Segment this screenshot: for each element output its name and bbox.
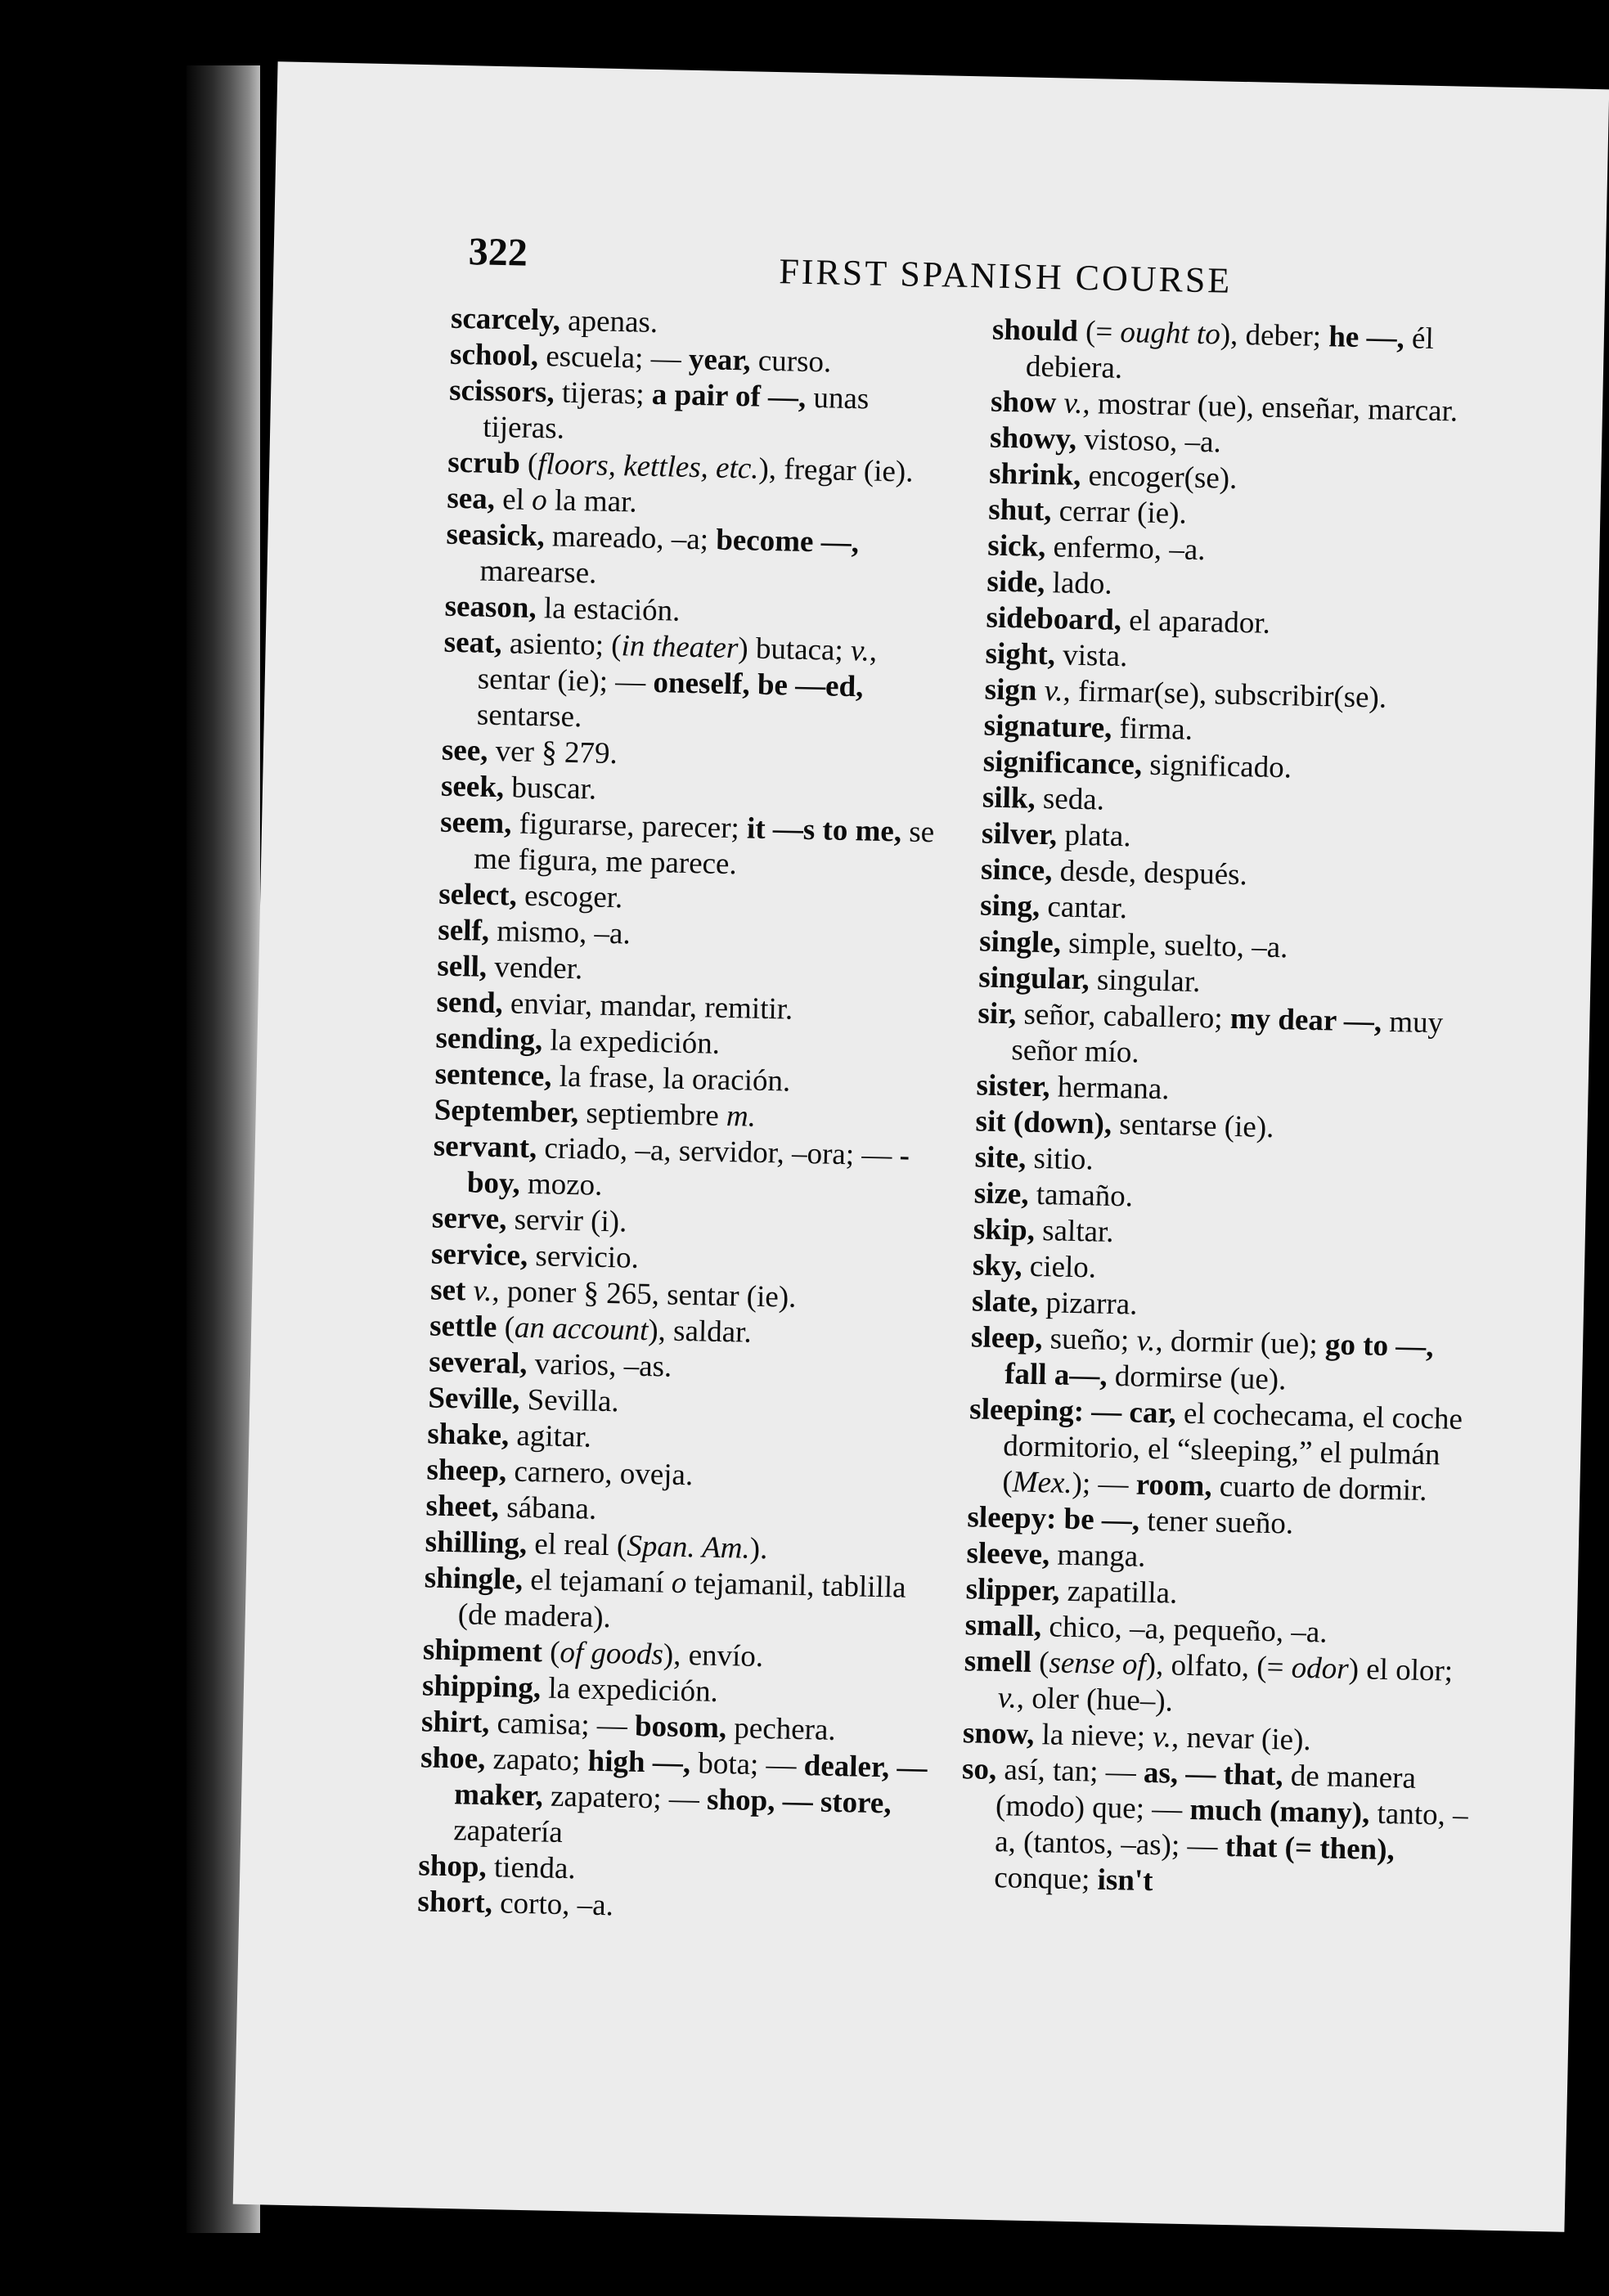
headword: significance, [982, 744, 1143, 782]
dictionary-entry [991, 312, 1500, 395]
entry-text: septiembre [578, 1096, 727, 1134]
entry-text: , sentar (ie); — [477, 634, 878, 700]
headword: shop, — store, [706, 1782, 892, 1821]
entry-text: significado. [1141, 748, 1292, 785]
headword: see, [441, 733, 488, 768]
headword: signature, [983, 708, 1112, 745]
entry-text: enfermo, –a. [1045, 530, 1206, 568]
italic-gloss: in theater [621, 629, 739, 666]
italic-gloss: v. [850, 634, 870, 668]
italic-gloss: v. [1136, 1323, 1156, 1359]
entry-text: la estación. [536, 591, 681, 628]
entry-text: señor, caballero; [1015, 997, 1231, 1036]
headword: sit (down), [975, 1104, 1112, 1141]
headword: snow, [962, 1716, 1035, 1752]
entry-text: zapatero; — [542, 1779, 708, 1817]
entry-text: cielo. [1022, 1249, 1097, 1285]
headword: skip, [973, 1212, 1036, 1247]
entry-text: tijeras; [554, 375, 653, 411]
page-number: 322 [468, 230, 528, 275]
headword: sleeping: — car, [969, 1392, 1177, 1431]
entry-text: servicio. [527, 1238, 640, 1275]
headword: size, [973, 1176, 1030, 1211]
entry-text: la expedición. [542, 1023, 721, 1061]
headword: scarcely, [450, 301, 561, 338]
entry-text: buscar. [503, 771, 597, 807]
headword: short, [417, 1885, 493, 1921]
entry-text: , nevar (ie). [1171, 1720, 1312, 1758]
headword: scissors, [448, 373, 555, 410]
dictionary-entry [448, 373, 957, 456]
italic-gloss: v. [997, 1681, 1018, 1715]
headword: slipper, [965, 1572, 1060, 1608]
entry-text: pechera. [726, 1711, 837, 1747]
entry-text: tamaño. [1028, 1177, 1134, 1214]
headword: September, [434, 1093, 579, 1130]
headword: several, [428, 1345, 528, 1381]
entry-text: ) el olor; [1348, 1652, 1454, 1688]
headword: seat, [443, 625, 503, 661]
right-column [960, 312, 1499, 1907]
headword: shoe, [420, 1741, 486, 1777]
headword: bosom, [634, 1709, 727, 1746]
headword: self, [437, 913, 490, 948]
entry-text: servir (i). [506, 1202, 627, 1239]
entry-text: el [494, 482, 533, 517]
entry-text: corto, –a. [492, 1886, 614, 1923]
dictionary-entry [968, 1391, 1477, 1510]
italic-gloss: sense of [1049, 1646, 1147, 1682]
headword: it —s to me, [746, 811, 902, 849]
headword: scrub [447, 445, 521, 481]
entry-text: escoger. [516, 878, 623, 915]
headword: so, [961, 1752, 997, 1787]
running-title: FIRST SPANISH COURSE [778, 251, 1233, 301]
entry-text: , oler (hue–). [1016, 1681, 1174, 1719]
dictionary-entry [442, 625, 951, 744]
entry-text: chico, –a, pequeño, –a. [1040, 1610, 1328, 1650]
headword: sick, [987, 528, 1046, 564]
headword: sea, [447, 481, 496, 516]
headword: shop, [418, 1849, 488, 1885]
entry-text: firma. [1111, 711, 1193, 747]
headword: sideboard, [986, 600, 1122, 637]
entry-text: Sevilla. [519, 1382, 620, 1419]
entry-text: mismo, –a. [488, 914, 631, 951]
entry-text: seda. [1035, 781, 1105, 817]
headword: shingle, [424, 1561, 524, 1597]
italic-gloss: v. [1152, 1720, 1172, 1755]
headword: servant, [433, 1129, 537, 1166]
headword: shipping, [421, 1669, 542, 1705]
headword: much (many), [1189, 1793, 1370, 1831]
italic-gloss: o [531, 483, 548, 518]
headword: sleeve, [966, 1536, 1050, 1572]
headword: a pair of —, [651, 377, 807, 415]
headword: since, [980, 852, 1053, 888]
entry-text: así, tan; — [996, 1753, 1144, 1790]
headword: sending, [435, 1021, 543, 1058]
headword: as, — that, [1143, 1755, 1284, 1793]
entry-text: se me figura, me parece. [473, 815, 935, 882]
headword: silk, [982, 780, 1036, 816]
entry-text: él debiera. [1025, 321, 1435, 385]
headword: shrink, [988, 456, 1081, 492]
entry-text: muy señor mío. [1011, 1004, 1444, 1070]
entry-text: tener sueño. [1139, 1503, 1294, 1541]
entry-text: , dormir (ue); [1155, 1324, 1326, 1362]
headword: seem, [439, 805, 512, 841]
headword: shirt, [420, 1705, 490, 1741]
italic-gloss: an account [514, 1310, 649, 1348]
headword: -boy, [466, 1139, 910, 1201]
headword: show [990, 384, 1057, 420]
left-column [417, 301, 958, 1931]
entry-text: el tejamaní [522, 1562, 672, 1600]
entry-text: plata. [1056, 818, 1132, 854]
entry-text: , poner § 265, sentar (ie). [492, 1274, 797, 1314]
entry-text: ver § 279. [488, 734, 618, 771]
entry-text: el cochecama, el coche dormitorio, el “sleeping,” el pulmán ( [1002, 1396, 1463, 1499]
entry-text: mareado, –a; [544, 519, 717, 557]
headword: Seville, [428, 1381, 520, 1417]
entry-text: marearse. [479, 554, 597, 591]
entry-text: figurarse, parecer; [511, 807, 748, 846]
entry-text: unas tijeras. [482, 380, 870, 446]
headword: serve, [431, 1201, 507, 1237]
headword: select, [438, 877, 518, 913]
entry-text: mozo. [519, 1166, 603, 1202]
entry-text: ), envío. [663, 1638, 764, 1674]
entry-text: agitar. [508, 1418, 592, 1454]
headword: sheet, [425, 1489, 500, 1525]
headword: settle [429, 1309, 497, 1345]
italic-gloss: Span. Am. [626, 1529, 751, 1566]
entry-text: , firmar(se), subscribir(se). [1063, 674, 1387, 715]
entry-text: desde, después. [1052, 854, 1248, 892]
entry-text: bota; — [690, 1746, 805, 1783]
entry-text: ( [542, 1635, 560, 1669]
headword: side, [987, 564, 1045, 600]
entry-text: hermana. [1049, 1070, 1170, 1107]
headword: showy, [989, 420, 1077, 456]
entry-text: pizarra. [1037, 1286, 1138, 1322]
headword: sir, [978, 996, 1017, 1031]
entry-text: la mar. [546, 483, 638, 519]
entry-text: saltar. [1034, 1213, 1114, 1249]
headword: should [991, 312, 1079, 348]
entry-text: sábana. [498, 1490, 597, 1526]
italic-gloss: of goods [560, 1635, 664, 1672]
entry-text: simple, suelto, –a. [1060, 926, 1288, 965]
entry-text: (= [1077, 314, 1121, 349]
entry-text: cantar. [1039, 889, 1128, 926]
entry-text: criado, –a, servidor, –ora; — [536, 1131, 901, 1173]
entry-text: ( [497, 1310, 515, 1345]
headword: sky, [972, 1248, 1023, 1283]
headword: school, [449, 337, 539, 373]
italic-gloss: o [671, 1566, 687, 1601]
dictionary-entry [970, 1319, 1479, 1402]
italic-gloss: ought to [1120, 315, 1221, 352]
entry-text: tienda. [486, 1850, 577, 1886]
entry-text: ), saldar. [647, 1314, 753, 1350]
entry-text: el aparador. [1121, 603, 1271, 640]
headword: set [429, 1273, 466, 1308]
entry-text: ), olfato, (= [1145, 1647, 1292, 1685]
headword: sleep, [970, 1320, 1043, 1356]
headword: seek, [440, 769, 505, 805]
dictionary-entry [445, 517, 954, 600]
headword: shipment [422, 1633, 543, 1669]
headword: year, [688, 342, 752, 378]
headword: season, [444, 589, 537, 626]
entry-text: asiento; ( [501, 627, 622, 663]
headword: smell [964, 1644, 1032, 1679]
entry-text: lado. [1044, 566, 1113, 601]
entry-text: camisa; — [488, 1706, 636, 1743]
headword: high —, [587, 1744, 691, 1781]
dictionary-entry [439, 805, 948, 887]
entry-text: manga. [1049, 1538, 1146, 1574]
headword: dealer, —maker, [453, 1749, 928, 1813]
headword: sleepy: be —, [967, 1500, 1140, 1538]
headword: service, [430, 1237, 528, 1273]
entry-text: encoger(se). [1080, 458, 1238, 496]
dictionary-entry [432, 1129, 941, 1211]
entry-text: el real ( [526, 1527, 627, 1563]
headword: site, [974, 1140, 1027, 1175]
entry-text: ), fregar (ie). [758, 452, 914, 489]
entry-text: la nieve; [1033, 1718, 1153, 1755]
entry-text: zapatería [452, 1813, 564, 1850]
entry-text: vistoso, –a. [1076, 422, 1222, 460]
headword: single, [978, 924, 1062, 960]
book-page [233, 61, 1609, 2232]
italic-gloss: v. [1044, 674, 1064, 708]
entry-text: cerrar (ie). [1051, 494, 1188, 531]
dictionary-entry [960, 1751, 1470, 1906]
entry-text: sitio. [1025, 1141, 1094, 1177]
headword: shilling, [425, 1525, 528, 1561]
entry-text: conque; [993, 1861, 1099, 1897]
entry-text: ). [749, 1531, 768, 1566]
entry-text: dormirse (ue). [1107, 1359, 1287, 1397]
headword: singular, [978, 960, 1090, 997]
italic-gloss: odor [1291, 1651, 1350, 1687]
headword: slate, [971, 1284, 1039, 1320]
headword: sentence, [434, 1057, 552, 1094]
headword: sheep, [426, 1453, 507, 1489]
italic-gloss: m. [726, 1099, 757, 1134]
italic-gloss: v. [473, 1274, 492, 1309]
headword: send, [436, 985, 504, 1021]
entry-text: la frase, la oración. [551, 1059, 791, 1099]
entry-text: ); — [1072, 1466, 1137, 1502]
entry-text: vender. [486, 950, 583, 986]
entry-text: carnero, oveja. [506, 1454, 694, 1493]
entry-text: sueño; [1042, 1322, 1137, 1358]
headword: my dear —, [1229, 1001, 1382, 1039]
dictionary-entry [977, 995, 1485, 1078]
headword: room, [1135, 1467, 1213, 1503]
headword: become —, [715, 523, 860, 560]
headword: oneself, be —ed, [653, 666, 864, 704]
headword: silver, [981, 816, 1058, 852]
headword: sing, [979, 888, 1040, 923]
entry-text: curso. [750, 344, 832, 380]
headword: that (= then), [1225, 1829, 1396, 1867]
headword: sister, [976, 1068, 1051, 1104]
entry-text: singular. [1089, 963, 1201, 1000]
entry-text: zapatilla. [1059, 1574, 1178, 1611]
entry-text: de manera (modo) que; — [995, 1759, 1417, 1827]
entry-text: escuela; — [537, 339, 690, 376]
italic-gloss: Mex. [1012, 1465, 1073, 1500]
dictionary-entry [963, 1643, 1472, 1726]
headword: go to —, fall a—, [1004, 1328, 1434, 1393]
italic-gloss: floors, kettles, etc. [537, 447, 759, 486]
headword: shake, [427, 1417, 510, 1453]
headword: sight, [985, 636, 1056, 672]
page-header [468, 229, 1369, 313]
headword: shut, [987, 492, 1052, 528]
entry-text: , mostrar (ue), enseñar, marcar. [1082, 386, 1458, 429]
headword: he —, [1328, 320, 1405, 356]
entry-text: sentarse. [476, 698, 582, 735]
italic-gloss: v. [1063, 386, 1083, 420]
entry-text: apenas. [560, 303, 658, 340]
headword: sign [984, 672, 1037, 708]
headword: sell, [437, 949, 488, 984]
dictionary-entry [423, 1560, 932, 1642]
headword: isn't [1097, 1862, 1153, 1898]
entry-text: ( [519, 447, 538, 481]
entry-text: enviar, mandar, remitir. [502, 986, 793, 1027]
dictionary-entry [419, 1740, 928, 1858]
entry-text: sentarse (ie). [1111, 1107, 1274, 1145]
entry-text: cuarto de dormir. [1211, 1469, 1427, 1508]
entry-text: ) butaca; [737, 631, 852, 668]
entry-text: ( [1031, 1645, 1050, 1680]
entry-text: la expedición. [540, 1671, 719, 1709]
headword: seasick, [446, 517, 546, 554]
entry-text: varios, –as. [527, 1346, 672, 1384]
entry-text: zapato; [484, 1742, 589, 1778]
entry-text: tejamanil, tablilla (de madera). [457, 1566, 906, 1635]
entry-text: tanto, –a, (tantos, –as); — [994, 1796, 1469, 1863]
entry-text: vista. [1054, 638, 1128, 674]
entry-text: ), deber; [1220, 317, 1329, 354]
headword: small, [964, 1608, 1042, 1644]
